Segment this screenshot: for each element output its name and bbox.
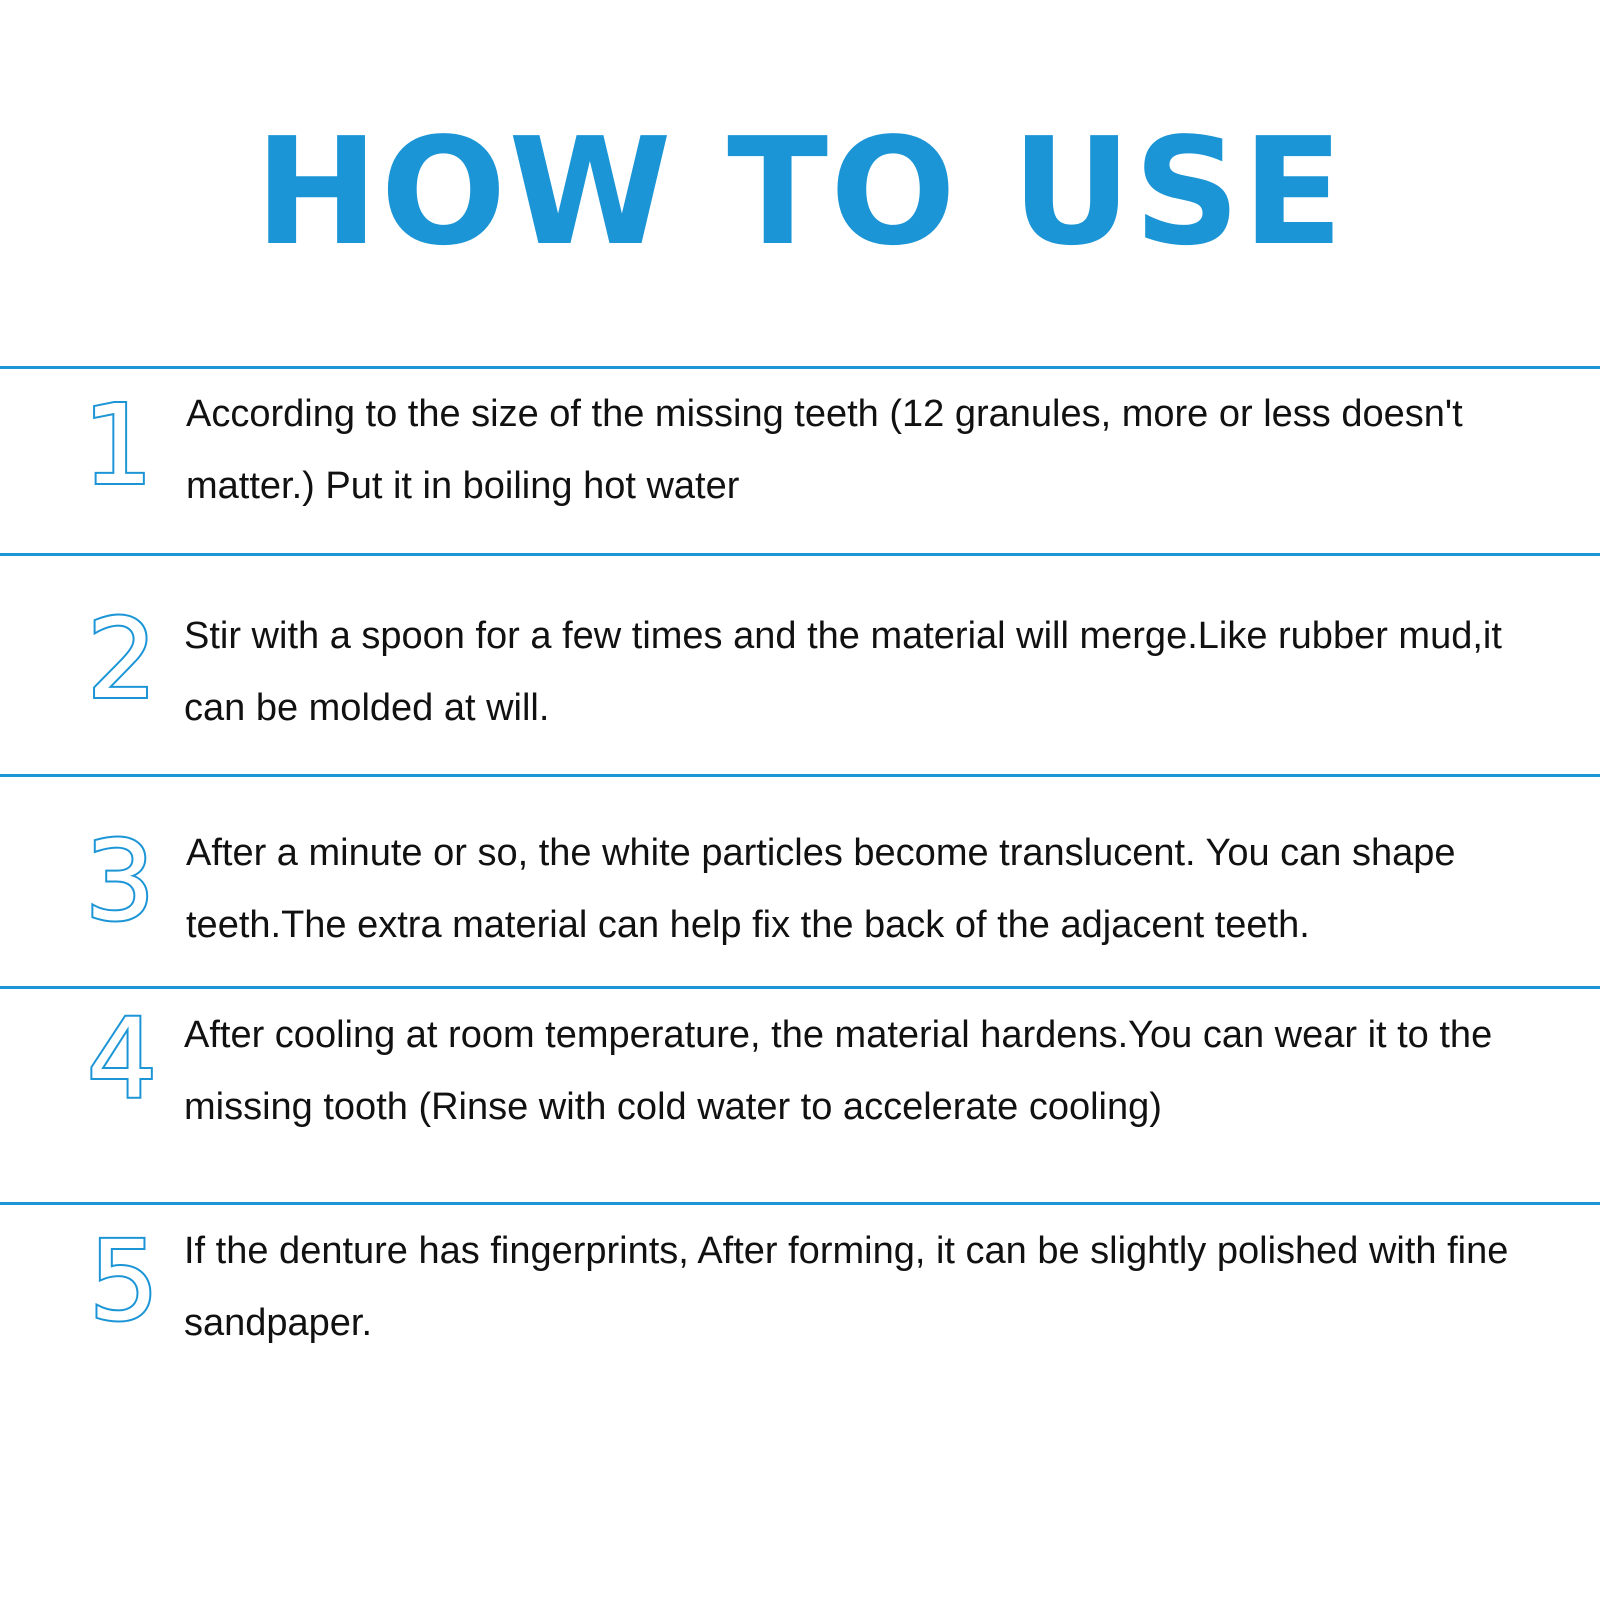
divider xyxy=(0,553,1600,556)
divider xyxy=(0,986,1600,989)
divider xyxy=(0,774,1600,777)
divider xyxy=(0,1202,1600,1205)
step-number-5-icon: 5 xyxy=(89,1217,159,1345)
step-number-2-icon: 2 xyxy=(87,595,157,723)
step-text-2: Stir with a spoon for a few times and the material will merge.Like rubber mud,it can be molded at will. xyxy=(184,615,1502,729)
step-text-5: If the denture has fingerprints, After forming, it can be slightly polished with fine sandpaper. xyxy=(184,1230,1509,1344)
step-text-1: According to the size of the missing teeth (12 granules, more or less doesn't matter.) Put it in boiling hot water xyxy=(186,393,1463,507)
step-number-3-icon: 3 xyxy=(85,817,155,945)
step-text-4: After cooling at room temperature, the material hardens.You can wear it to the missing tooth (Rinse with cold water to accelerate cooling) xyxy=(184,1014,1493,1128)
step-number-4-icon: 4 xyxy=(87,995,157,1123)
step-text-3: After a minute or so, the white particles become translucent. You can shape teeth.The extra material can help fix the back of the adjacent teeth. xyxy=(186,832,1456,946)
page-title: HOW TO USE xyxy=(254,106,1346,278)
step-number-1-icon: 1 xyxy=(83,381,153,509)
divider xyxy=(0,366,1600,369)
